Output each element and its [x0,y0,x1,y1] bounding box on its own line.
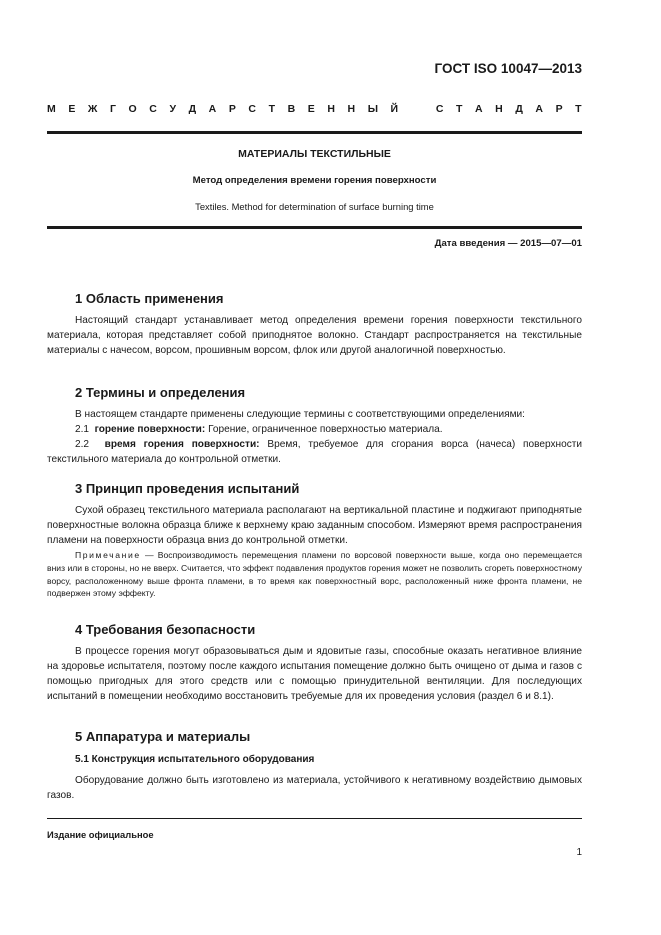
section-3-note [47,549,582,600]
banner-letter: Т [456,103,463,115]
banner-letter: Й [390,103,399,115]
note-text: — Воспроизводимость перемещения пламени по ворсовой поверхности выше, когда оно перемещается вниз или в стороны, но не вверх. Считается, что эффект подавления продуктов горения может не позволить сгореть поверхностному ворсу, расположенному выше фронта пламени, в то время как поверхностный ворс, расположенный ниже фронта пламени, не подвержен этому эффекту. [47,550,582,599]
banner-letter: В [287,103,296,115]
banner-letter: Н [327,103,335,115]
document-title: МАТЕРИАЛЫ ТЕКСТИЛЬНЫЕ [238,148,391,160]
banner-letter: Д [188,103,197,115]
term-2-1 [47,422,582,437]
term-2-2 [47,437,582,467]
banner-letter: Е [307,103,315,115]
header-divider [47,131,582,134]
english-title: Textiles. Method for determination of surface burning time [195,201,434,212]
banner-letter: У [169,103,176,115]
term-name: время горения поверхности: [104,439,260,450]
banner-letter: О [128,103,137,115]
term-definition: Время, требуемое для сгорания ворса (начеса) поверхности текстильного материала до контрольной отметки. [47,439,583,466]
banner-letter: Н [347,103,356,115]
section-1-text: Настоящий стандарт устанавливает метод определения времени горения поверхности текстильного материала, которая представляет собой приподнятое волокно. Стандарт распространяется на текстильные материалы с начесом, ворсом, прошивным ворсом, флок или другой аналогичной поверхностью. [47,315,582,357]
official-edition-label: Издание официальное [47,829,154,840]
banner-letter: Ж [87,103,98,115]
banner-letter: Е [68,103,76,115]
section-3-text: Сухой образец текстильного материала располагают на вертикальной пластине и поджигают приподнятые поверхностные волокна образца ближе к верхнему краю заданным способом. Измеряют время распространения пламени на поверхности образца вниз до контрольной отметки. [47,505,582,547]
banner-letter: Ы [367,103,378,115]
term-number: 2.2 [75,439,90,450]
document-subtitle: Метод определения времени горения поверхности [192,175,437,186]
footer-divider [47,818,582,819]
banner-letter: А [475,103,483,115]
banner-letter: С [248,103,256,115]
term-name: горение поверхности: [94,424,206,435]
standard-code: ГОСТ ISO 10047—2013 [434,61,582,76]
title-divider [47,226,582,229]
note-label: Примечание [75,550,141,560]
banner-letter: Д [515,103,523,115]
banner-letter: С [149,103,157,115]
banner-letter: А [535,103,543,115]
banner-letter: Т [268,103,275,115]
banner-letter: Г [110,103,116,115]
page-number: 1 [576,847,582,858]
subsection-5-1-heading: 5.1 Конструкция испытательного оборудования [75,754,315,765]
section-2-intro: В настоящем стандарте применены следующие термины с соответствующими определениями: [75,409,525,420]
subsection-5-1-text: Оборудование должно быть изготовлено из материала, устойчивого к негативному воздействию дымовых газов. [47,775,582,802]
banner-letter: Н [495,103,503,115]
term-number: 2.1 [75,424,90,435]
term-definition: Горение, ограниченное поверхностью материала. [208,424,443,435]
banner-letter: М [47,103,56,115]
section-4-text: В процессе горения могут образовываться дым и ядовитые газы, способные оказать негативное влияние на здоровье испытателя, поэтому после каждого испытания помещение должно быть очищено от дыма и газов с помощью пригодных для этого средств или с помощью принудительной вентиляции. Для последующих испытаний в помещении необходимо восстановить требуемые для их проведения условия (раздел 6 и 8.1). [47,646,582,703]
banner-letter: А [208,103,217,115]
banner-letter: С [435,103,444,115]
interstate-standard-banner [47,103,582,115]
section-4-heading: 4 Требования безопасности [75,622,256,637]
section-5-heading: 5 Аппаратура и материалы [75,729,251,744]
effective-date: Дата введения — 2015—07—01 [434,238,582,249]
banner-letter: Р [555,103,563,115]
section-1-heading: 1 Область применения [75,291,224,306]
section-3-heading: 3 Принцип проведения испытаний [75,481,300,496]
banner-letter: Р [228,103,236,115]
banner-letter: Т [575,103,582,115]
section-2-heading: 2 Термины и определения [75,385,246,400]
